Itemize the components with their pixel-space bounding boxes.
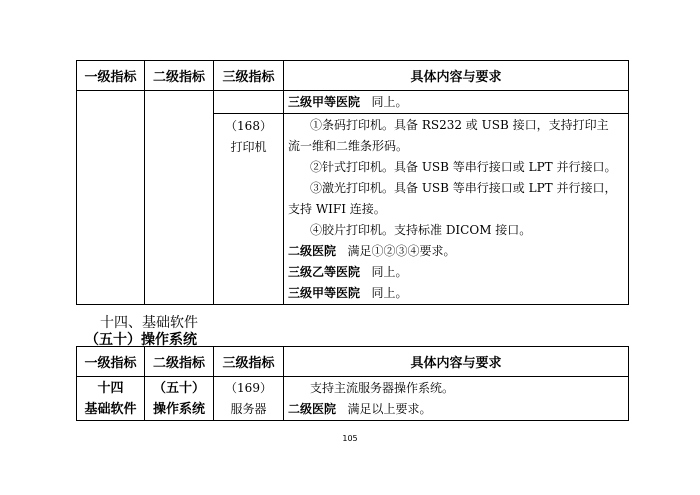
level-text: 同上。 [371, 95, 408, 109]
level-text: 满足以上要求。 [347, 402, 432, 416]
content-line: 支持 WIFI 连接。 [288, 202, 386, 216]
header-level3: 三级指标 [214, 347, 284, 377]
level-label: 二级医院 [288, 244, 337, 258]
item-number: （168） [225, 119, 272, 133]
section-title: 十四、基础软件 [100, 315, 198, 331]
page-number: 105 [342, 434, 358, 443]
level-label: 二级医院 [288, 402, 337, 416]
item-name: 打印机 [230, 140, 267, 154]
header-content: 具体内容与要求 [284, 347, 629, 377]
table-row [77, 377, 629, 421]
level1-name: 基础软件 [84, 401, 137, 417]
level-label: 三级乙等医院 [288, 265, 361, 279]
content-line: ④胶片打印机。支持标准 DICOM 接口。 [310, 223, 532, 237]
content-cell-printer [284, 114, 629, 305]
content-line: ①条码打印机。具备 RS232 或 USB 接口，支持打印主 [310, 118, 609, 132]
content-cell [284, 377, 629, 421]
content-line: 支持主流服务器操作系统。 [310, 381, 455, 395]
table-row [77, 91, 629, 114]
level2-cell [145, 91, 214, 305]
indicator-table-os [76, 346, 629, 421]
section-subtitle: （五十）操作系统 [85, 332, 197, 348]
header-level2: 二级指标 [145, 347, 214, 377]
content-line: 流一维和二维条形码。 [288, 139, 409, 153]
item-name: 服务器 [230, 401, 267, 416]
table-header-row [77, 61, 629, 91]
header-level1: 一级指标 [77, 347, 145, 377]
level-text: 同上。 [371, 286, 408, 300]
level2-cell [145, 377, 214, 421]
level2-name: 操作系统 [152, 401, 205, 417]
header-level3: 三级指标 [214, 61, 284, 91]
content-line: ②针式打印机。具备 USB 等串行接口或 LPT 并行接口。 [310, 160, 617, 174]
header-level1: 一级指标 [77, 61, 145, 91]
level3-cell [214, 91, 284, 114]
level1-number: 十四 [97, 380, 124, 396]
level-text: 满足①②③④要求。 [347, 244, 456, 258]
content-line: ③激光打印机。具备 USB 等串行接口或 LPT 并行接口， [310, 181, 617, 195]
header-level2: 二级指标 [145, 61, 214, 91]
item-number: （169） [225, 380, 272, 395]
level-label: 三级甲等医院 [288, 286, 361, 300]
level1-cell [77, 377, 145, 421]
level2-number: （五十） [152, 380, 205, 396]
header-content: 具体内容与要求 [284, 61, 629, 91]
indicator-table-continued [76, 60, 629, 305]
table-header-row [77, 347, 629, 377]
content-cell [284, 91, 629, 114]
level1-cell [77, 91, 145, 305]
level3-cell-printer [214, 114, 284, 305]
level-label: 三级甲等医院 [288, 95, 361, 109]
level3-cell [214, 377, 284, 421]
level-text: 同上。 [371, 265, 408, 279]
